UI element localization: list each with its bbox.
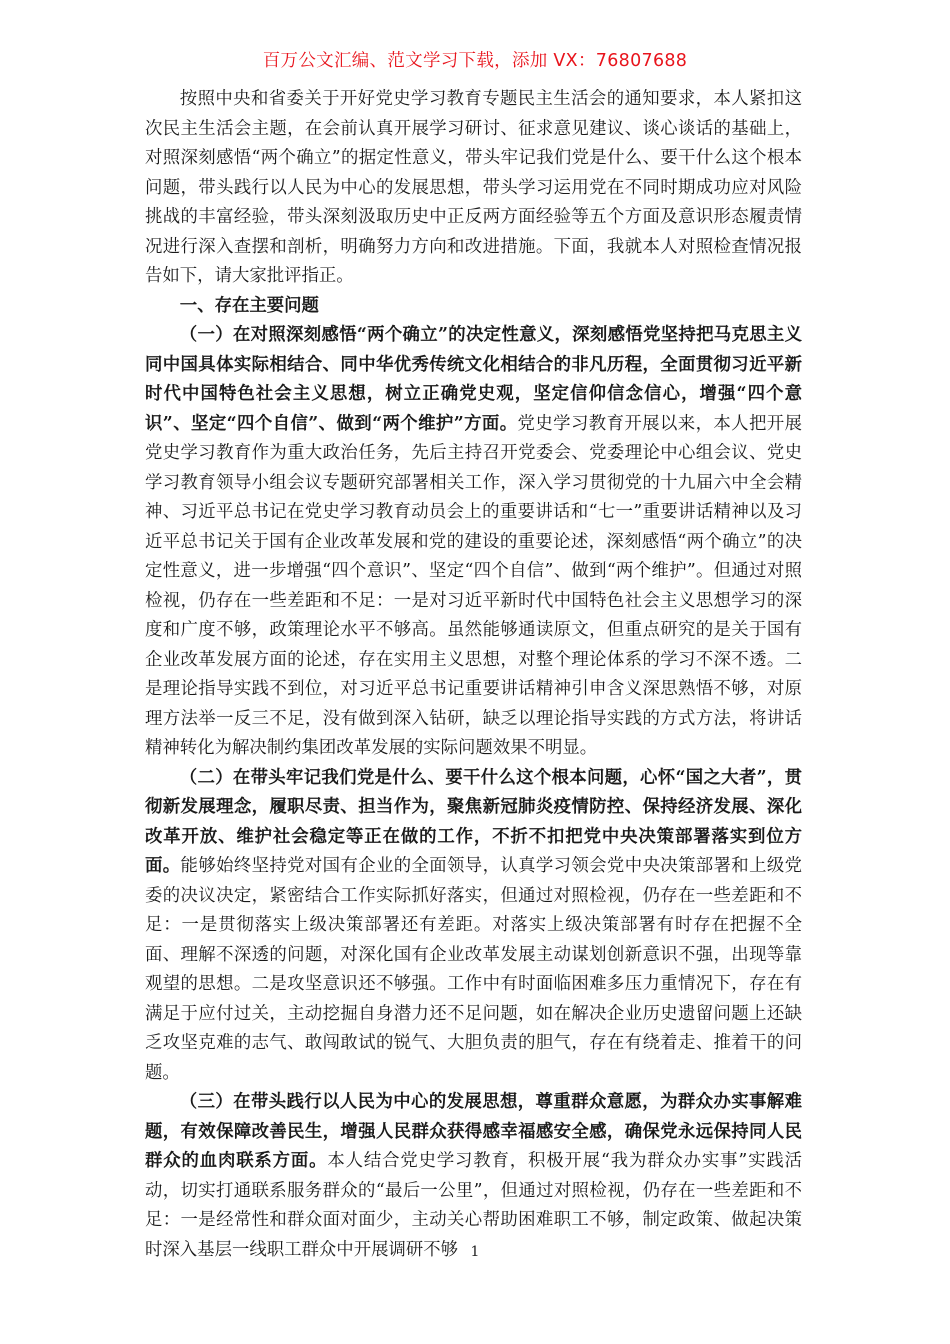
item-2-paragraph: [145, 764, 802, 1089]
item-2-heading: （二）在带头牢记我们党是什么、要干什么这个根本问题，心怀“国之大者”，贯彻新发展理念，履职尽责、担当作为，聚焦新冠肺炎疫情防控、保持经济发展、深化改革开放、维护社会稳定等正在做的工作，不折不扣把党中央决策部署落实到位方面。: [145, 767, 802, 876]
item-3-paragraph: [145, 1088, 802, 1265]
item-3-text: 本人结合党史学习教育，积极开展“我为群众办实事”实践活动，切实打通联系服务群众的“最后一公里”，但通过对照检视，仍存在一些差距和不足：一是经常性和群众面对面少，主动关心帮助困难职工不够，制定政策、做起决策时深入基层一线职工群众中开展调研不够: [145, 1151, 802, 1260]
page-number: 1: [470, 1244, 480, 1260]
item-1-text: 党史学习教育开展以来，本人把开展党史学习教育作为重大政治任务，先后主持召开党委会、党委理论中心组会议、党史学习教育领导小组会议专题研究部署相关工作，深入学习贯彻党的十九届六中全会精神、习近平总书记在党史学习教育动员会上的重要讲话和“七一”重要讲话精神以及习近平总书记关于国有企业改革发展和党的建设的重要论述，深刻感悟“两个确立”的决定性意义，进一步增强“四个意识”、坚定“四个自信”、做到“两个维护”。但通过对照检视，仍存在一些差距和不足：一是对习近平新时代中国特色社会主义思想学习的深度和广度不够，政策理论水平不够高。虽然能够通读原文，但重点研究的是关于国有企业改革发展方面的论述，存在实用主义思想，对整个理论体系的学习不深不透。二是理论指导实践不到位，对习近平总书记重要讲话精神引申含义深思熟悟不够，对原理方法举一反三不足，没有做到深入钻研，缺乏以理论指导实践的方式方法，将讲话精神转化为解决制约集团改革发展的实际问题效果不明显。: [145, 413, 802, 758]
watermark-banner: 百万公文汇编、范文学习下载，添加 VX：76807688: [262, 51, 688, 71]
item-3-heading: （三）在带头践行以人民为中心的发展思想，尊重群众意愿，为群众办实事解难题，有效保障改善民生，增强人民群众获得感幸福感安全感，确保党永远保持同人民群众的血肉联系方面。: [145, 1092, 802, 1171]
item-2-text: 能够始终坚持党对国有企业的全面领导，认真学习领会党中央决策部署和上级党委的决议决定，紧密结合工作实际抓好落实，但通过对照检视，仍存在一些差距和不足：一是贯彻落实上级决策部署还有差距。对落实上级决策部署有时存在把握不全面、理解不深透的问题，对深化国有企业改革发展主动谋划创新意识不强，出现等靠观望的思想。二是攻坚意识还不够强。工作中有时面临困难多压力重情况下，存在有满足于应付过关，主动挖掘自身潜力还不足问题，如在解决企业历史遗留问题上还缺乏攻坚克难的志气、敢闯敢试的锐气、大胆负责的胆气，存在有绕着走、推着干的问题。: [145, 856, 802, 1083]
section-heading: 一、存在主要问题: [179, 295, 319, 316]
item-1-paragraph: [145, 321, 802, 764]
intro-paragraph: 按照中央和省委关于开好党史学习教育专题民主生活会的通知要求，本人紧扣这次民主生活会主题，在会前认真开展学习研讨、征求意见建议、谈心谈话的基础上，对照深刻感悟“两个确立”的据定性意义，带头牢记我们党是什么、要干什么这个根本问题，带头践行以人民为中心的发展思想，带头学习运用党在不同时期成功应对风险挑战的丰富经验，带头深刻汲取历史中正反两方面经验等五个方面及意识形态履责情况进行深入查摆和剖析，明确努力方向和改进措施。下面，我就本人对照检查情况报告如下，请大家批评指正。: [145, 89, 802, 286]
document-body: [145, 85, 802, 1265]
item-1-heading: （一）在对照深刻感悟“两个确立”的决定性意义，深刻感悟党坚持把马克思主义同中国具体实际相结合、同中华优秀传统文化相结合的非凡历程，全面贯彻习近平新时代中国特色社会主义思想，树立正确党史观，坚定信仰信念信心，增强“四个意识”、坚定“四个自信”、做到“两个维护”方面。: [145, 325, 802, 434]
